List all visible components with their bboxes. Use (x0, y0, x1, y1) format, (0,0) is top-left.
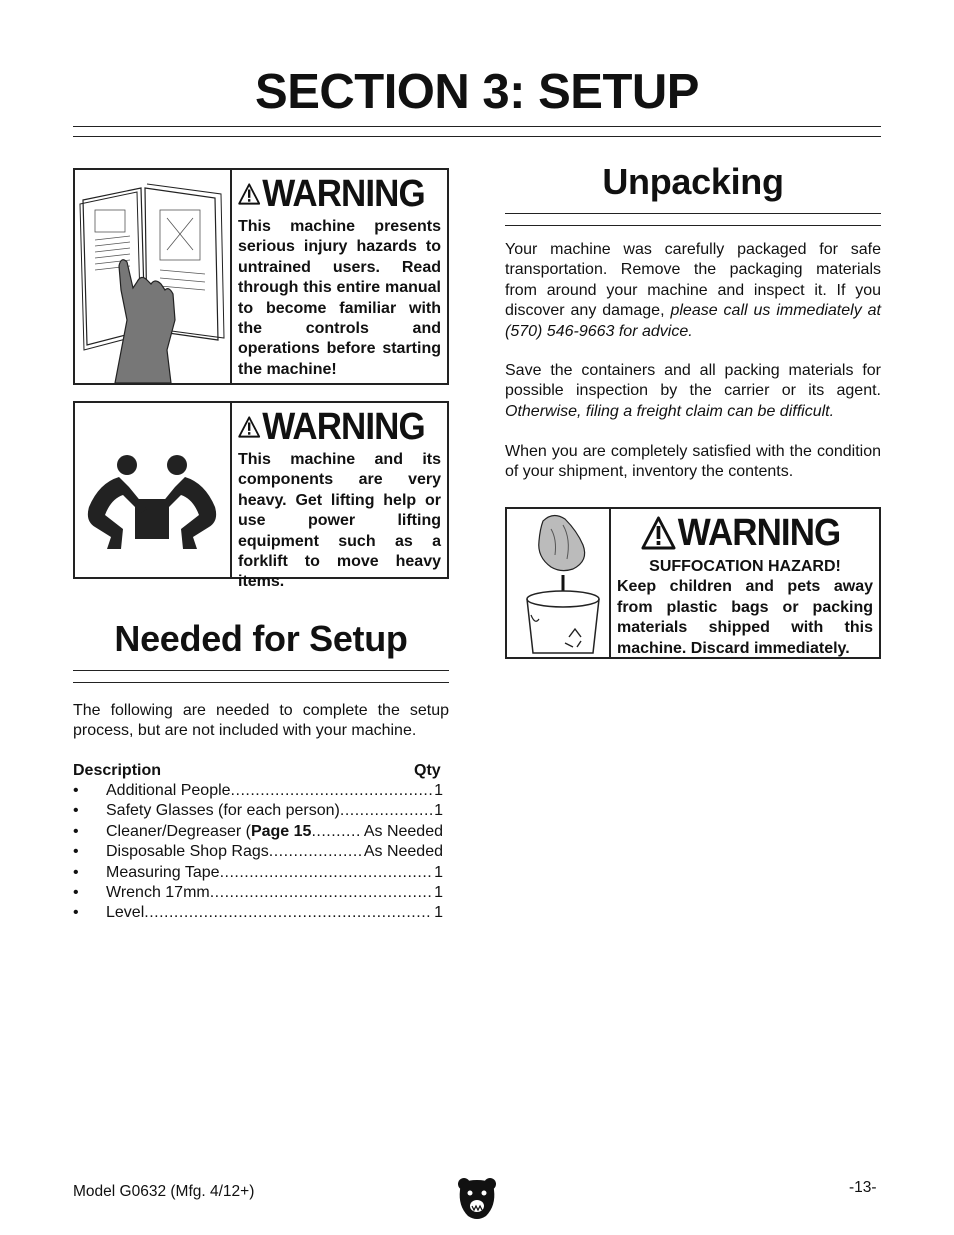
two-person-lift-icon (75, 403, 228, 577)
warning-box-read-manual (73, 168, 449, 385)
title-rule-bottom (73, 136, 881, 137)
warning-label: WARNING (238, 407, 425, 447)
warning-text-suffocation: Keep children and pets away from plastic bags or packing materials shipped with this machine. Discard immediately. (617, 578, 873, 657)
warning-content-suffocation (611, 509, 879, 657)
footer-page-number: -13- (849, 1179, 877, 1196)
list-item: • Measuring Tape ..... 1 (73, 863, 443, 883)
read-manual-illustration (75, 170, 232, 383)
footer-model: Model G0632 (Mfg. 4/12+) (73, 1183, 255, 1200)
warning-content-read-manual (232, 170, 447, 383)
needed-rule-top (73, 670, 449, 671)
list-item: • Additional People ..... 1 (73, 781, 443, 801)
warning-label: WARNING (641, 513, 854, 553)
trash-bag-icon (507, 509, 607, 657)
list-item: • Level ..... 1 (73, 903, 443, 923)
needed-for-setup-heading: Needed for Setup (114, 618, 408, 659)
unpacking-paragraph-2: Save the containers and all packing materials for possible inspection by the carrier or its agent. Otherwise, filing a freight claim can be difficult. (505, 362, 881, 420)
warning-box-suffocation (505, 507, 881, 659)
suffocation-heading: SUFFOCATION HAZARD! (649, 558, 841, 575)
unpacking-paragraph-1: Your machine was carefully packaged for safe transportation. Remove the packaging materials from around your machine and inspect it. If you discover any damage, please call us immediately at (570) 546-9663 for advice. (505, 241, 881, 340)
needed-items-list (73, 781, 443, 924)
warning-text-heavy: This machine and its components are very heavy. Get lifting help or use power lifting equipment such as a forklift to move heavy items. (238, 451, 441, 591)
warning-text-read-manual: This machine presents serious injury hazards to untrained users. Read through this entire manual to become familiar with the controls and operations before starting the machine! (238, 218, 441, 378)
warning-content-heavy (232, 403, 447, 591)
bear-logo-icon (456, 1176, 498, 1222)
list-item: • Disposable Shop Rags ..... As Needed (73, 842, 443, 862)
unpacking-heading: Unpacking (602, 161, 784, 202)
warning-triangle-icon (238, 177, 260, 211)
list-item: • Cleaner/Degreaser ( Page 15 ..... As Needed (73, 822, 443, 842)
warning-triangle-icon (238, 410, 260, 444)
manual-hand-icon (75, 170, 228, 383)
needed-intro: The following are needed to complete the setup process, but are not included with your machine. (73, 702, 449, 740)
col-description: Description (73, 762, 162, 779)
col-qty: Qty (414, 762, 441, 779)
warning-box-heavy (73, 401, 449, 591)
section-title: SECTION 3: SETUP (255, 65, 699, 119)
list-item: • Wrench 17mm ..... 1 (73, 883, 443, 903)
discard-bag-illustration (507, 509, 611, 657)
list-item: • Safety Glasses (for each person) ..... 1 (73, 801, 443, 821)
warning-triangle-icon (641, 516, 676, 550)
unpacking-paragraph-3: When you are completely satisfied with the condition of your shipment, inventory the contents. (505, 443, 881, 481)
lifting-illustration (75, 403, 232, 577)
title-rule-top (73, 126, 881, 127)
needed-rule-bottom (73, 682, 449, 683)
unpacking-rule-bottom (505, 225, 881, 226)
warning-label: WARNING (238, 174, 425, 214)
unpacking-rule-top (505, 213, 881, 214)
